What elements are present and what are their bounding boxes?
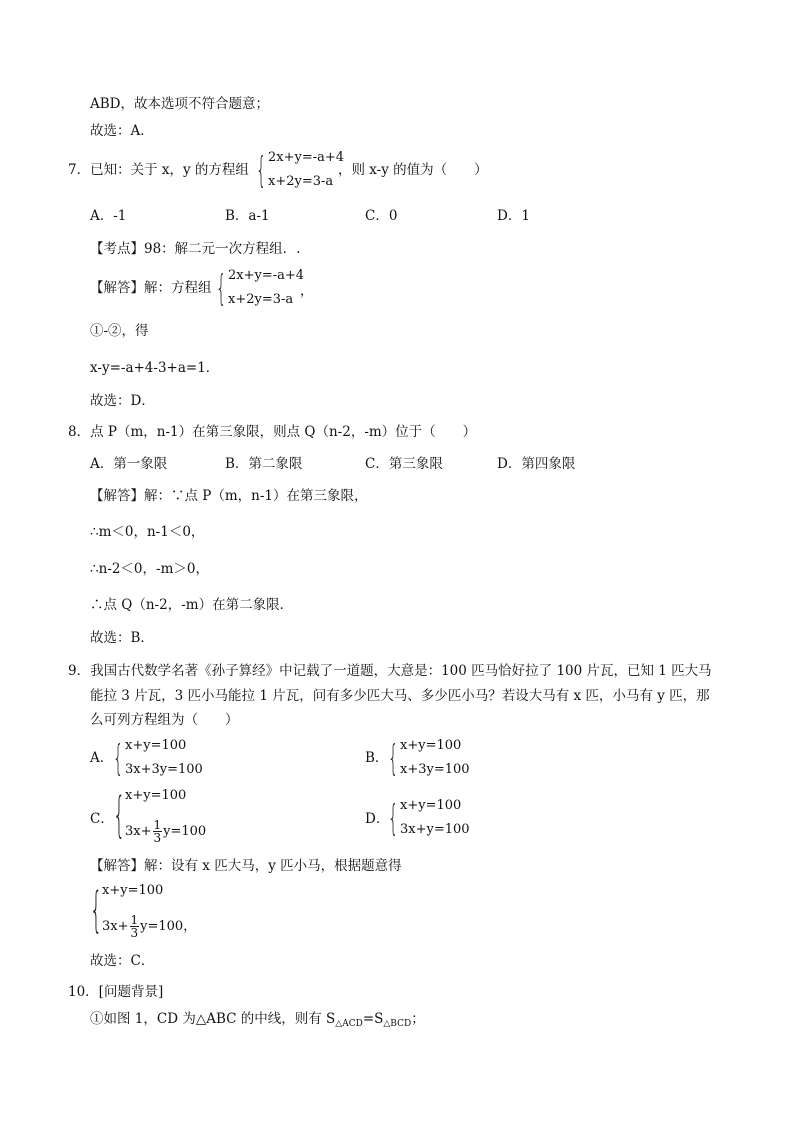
equation-line: 3x+ $\frac{1}{3}$ y=100 [125,818,207,845]
brace-icon: { [388,737,399,779]
equation-line: x+2y=3-a [268,174,334,189]
equation-system [256,148,344,192]
jieda-line: 【解答】解：设有 x 匹大马，y 匹小马，根据题意得 [90,858,402,874]
equation-line: 2x+y=-a+4 [228,268,305,283]
equation-system [216,266,304,310]
jieda-line: 【解答】解：方程组 [90,280,212,296]
solution-step: ∴n-2＜0，-m＞0， [90,561,209,577]
question-7-stem-suffix: ，则 x-y 的值为（ ） [338,162,488,178]
question-9-stem: 能拉 3 片瓦，3 匹小马能拉 1 片瓦，问有多少匹大马、多少匹小马？若设大马有 x 匹，小马有 y 匹，那 [90,688,710,704]
text-line: ABD，故本选项不符合题意； [90,96,269,112]
brace-icon: { [113,737,124,779]
question-7-stem: 7．已知：关于 x，y 的方程组 [68,162,249,178]
equation-line: 3x+ $\frac{1}{3}$ y=100 ， [102,913,197,940]
option-d: D．1 [497,208,530,224]
jieda-suffix: ， [300,283,314,299]
kaodian-line: 【考点】98：解二元一次方程组．. [90,241,301,257]
option-a: A． [90,750,114,766]
equation-line: 2x+y=-a+4 [268,150,345,165]
question-10-title: 10．[问题背景] [68,984,164,1000]
question-9-stem: 么可列方程组为（ ） [90,712,239,728]
option-a: A．-1 [90,208,127,224]
jieda-line: 【解答】解：∵点 P（m，n-1）在第三象限， [90,488,368,504]
solution-step: ∴点 Q（n-2，-m）在第二象限． [90,597,294,613]
answer-line: 故选：B． [90,630,154,646]
question-10-line: ①如图 1，CD 为△ABC 的中线，则有 $S_{\triangle ACD}=S_{\triangle BCD}$； [90,1011,425,1029]
equation-line: x+y=100 [102,883,164,898]
option-a: A．第一象限 [90,456,168,472]
equation-line: 3x+y=100 [400,822,470,837]
option-d: D． [365,811,390,827]
solution-step: ∴m＜0，n-1＜0， [90,524,205,540]
equation-system [113,736,203,780]
fraction: $\frac{1}{3}$ [153,818,162,845]
equation-line: x+y=100 [400,738,462,753]
equation-line: x+y=100 [125,738,187,753]
option-b: B．第二象限 [225,456,303,472]
question-9-stem: 9．我国古代数学名著《孙子算经》中记载了一道题，大意是：100 匹马恰好拉了 100 片瓦，已知 1 匹大马 [68,663,712,679]
fraction: $\frac{1}{3}$ [130,913,139,940]
brace-icon: { [256,149,267,191]
brace-icon: { [216,267,227,309]
option-b: B． [365,750,389,766]
equation-line: x+3y=100 [400,762,470,777]
equation-line: x+y=100 [125,788,187,803]
solution-step: ①-②，得 [90,323,149,339]
answer-line: 故选：D． [90,393,155,409]
question-8-stem: 8．点 P（m，n-1）在第三象限，则点 Q（n-2，-m）位于（ ） [68,424,477,440]
option-c: C． [90,811,114,827]
answer-line: 故选：A． [90,123,154,139]
option-c: C．0 [365,208,398,224]
equation-line: 3x+3y=100 [125,762,203,777]
brace-icon: { [90,882,103,938]
equation-system [90,881,196,939]
equation-system [388,796,470,840]
solution-step: x-y=-a+4-3+a=1． [90,360,220,376]
option-c: C．第三象限 [365,456,443,472]
answer-line: 故选：C． [90,953,155,969]
option-b: B．a-1 [225,208,270,224]
equation-line: x+2y=3-a [228,292,294,307]
equation-system [388,736,470,780]
equation-system [113,786,206,844]
equation-line: x+y=100 [400,798,462,813]
brace-icon: { [388,797,399,839]
option-d: D．第四象限 [497,456,576,472]
brace-icon: { [113,787,126,843]
